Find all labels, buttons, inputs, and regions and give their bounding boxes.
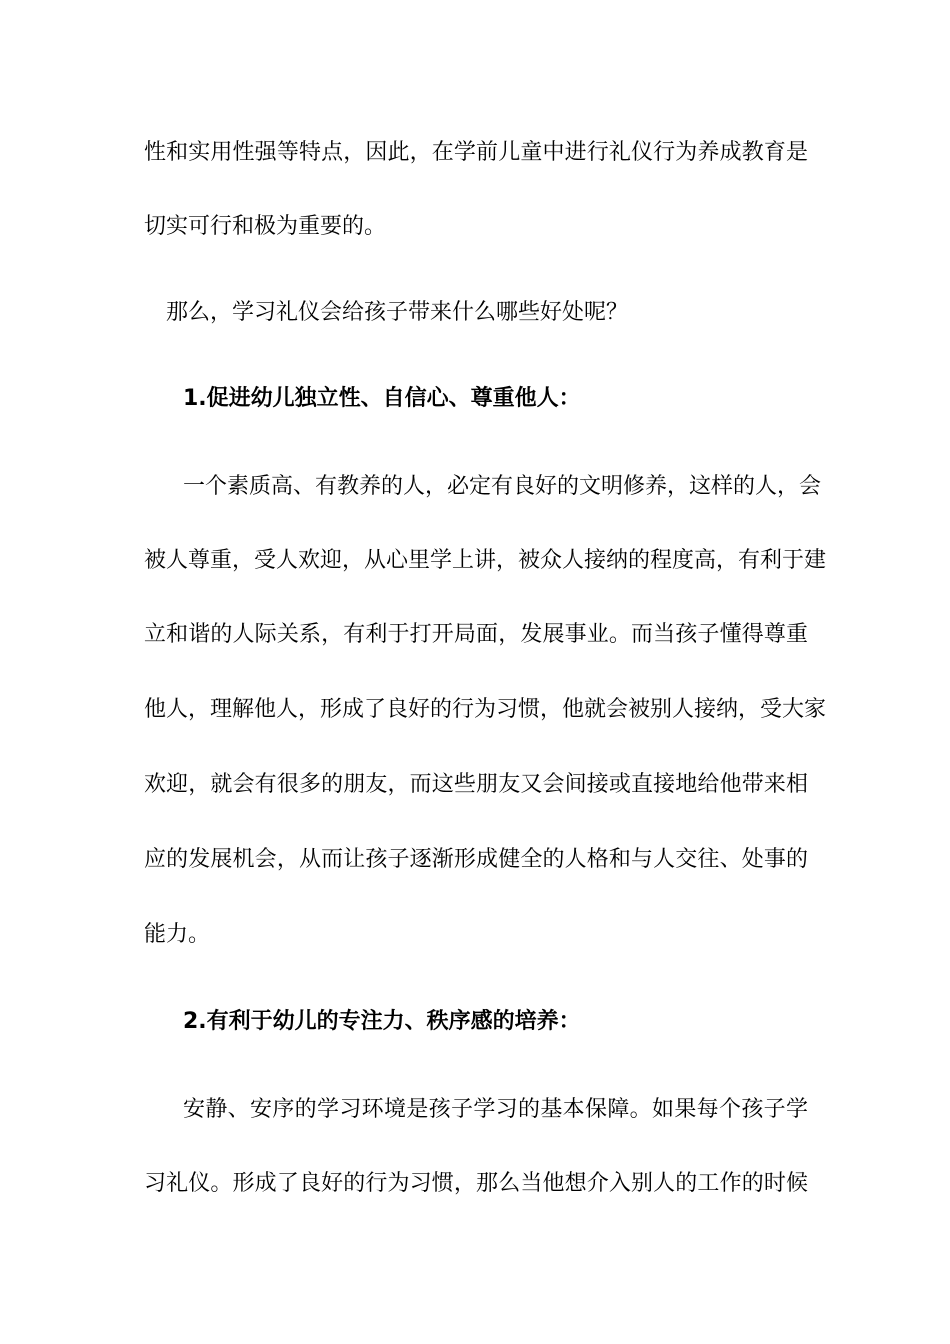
paragraph-line: 应的发展机会，从而让孩子逐渐形成健全的人格和与人交往、处事的 xyxy=(144,847,808,872)
paragraph-line: 切实可行和极为重要的。 xyxy=(144,214,387,239)
paragraph-line: 一个素质高、有教养的人，必定有良好的文明修养，这样的人，会 xyxy=(183,474,822,499)
paragraph-line: 欢迎，就会有很多的朋友，而这些朋友又会间接或直接地给他带来相 xyxy=(144,772,808,797)
paragraph-line: 性和实用性强等特点，因此，在学前儿童中进行礼仪行为养成教育是 xyxy=(144,140,808,165)
paragraph-line: 被人尊重，受人欢迎，从心里学上讲，被众人接纳的程度高，有利于建 xyxy=(144,548,827,573)
section-heading-1: 1.促进幼儿独立性、自信心、尊重他人： xyxy=(183,386,581,411)
paragraph-line: 立和谐的人际关系，有利于打开局面，发展事业。而当孩子懂得尊重 xyxy=(144,622,808,647)
paragraph-line: 能力。 xyxy=(144,922,211,947)
paragraph-line: 安静、安序的学习环境是孩子学习的基本保障。如果每个孩子学 xyxy=(183,1097,808,1122)
section-heading-2: 2.有利于幼儿的专注力、秩序感的培养： xyxy=(183,1009,581,1034)
paragraph-line: 习礼仪。形成了良好的行为习惯，那么当他想介入别人的工作的时候 xyxy=(144,1171,808,1196)
question-line: 那么，学习礼仪会给孩子带来什么哪些好处呢？ xyxy=(166,300,629,325)
paragraph-line: 他人，理解他人，形成了良好的行为习惯，他就会被别人接纳，受大家 xyxy=(144,697,827,722)
